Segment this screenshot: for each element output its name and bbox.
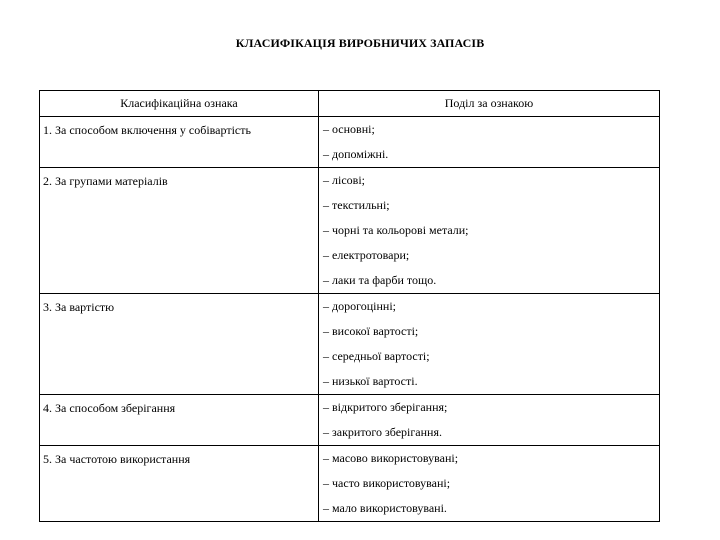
feature-label: 4. За способом зберігання [43, 401, 176, 415]
feature-label: 1. За способом включення у собівартість [43, 123, 251, 137]
division-item: – лісові; [323, 173, 365, 187]
division-item: – електротовари; [323, 248, 410, 262]
division-cell [319, 117, 660, 168]
division-item: – часто використовувані; [323, 476, 451, 490]
feature-cell [40, 294, 319, 395]
division-item: – високої вартості; [323, 324, 419, 338]
division-list [319, 168, 659, 293]
division-item: – допоміжні. [323, 147, 389, 161]
division-list [319, 446, 659, 521]
division-item: – основні; [323, 122, 375, 136]
division-item: – відкритого зберігання; [323, 400, 448, 414]
feature-label: 5. За частотою використання [43, 452, 191, 466]
division-item: – мало використовувані. [323, 501, 447, 515]
division-item: – низької вартості. [323, 374, 418, 388]
division-item: – текстильні; [323, 198, 390, 212]
table-row [40, 117, 660, 168]
division-item: – лаки та фарби тощо. [323, 273, 437, 287]
table-row [40, 294, 660, 395]
division-cell [319, 395, 660, 446]
division-cell [319, 168, 660, 294]
table-row [40, 446, 660, 522]
feature-cell [40, 117, 319, 168]
division-item: – масово використовувані; [323, 451, 459, 465]
feature-cell [40, 395, 319, 446]
feature-cell [40, 446, 319, 522]
division-item: – середньої вартості; [323, 349, 430, 363]
table-row [40, 168, 660, 294]
table-header-row [40, 91, 660, 117]
division-cell [319, 294, 660, 395]
document-title: КЛАСИФІКАЦІЯ ВИРОБНИЧИХ ЗАПАСІВ [235, 36, 485, 50]
feature-label: 2. За групами матеріалів [43, 174, 168, 188]
header-classification-feature: Класифікаційна ознака [40, 91, 319, 117]
division-item: – закритого зберігання. [323, 425, 442, 439]
division-list [319, 395, 659, 445]
classification-table [39, 90, 660, 522]
header-division-by-feature: Поділ за ознакою [319, 91, 660, 117]
table-row [40, 395, 660, 446]
feature-cell [40, 168, 319, 294]
division-list [319, 117, 659, 167]
division-item: – чорні та кольорові метали; [323, 223, 469, 237]
division-item: – дорогоцінні; [323, 299, 396, 313]
feature-label: 3. За вартістю [43, 300, 115, 314]
division-list [319, 294, 659, 394]
division-cell [319, 446, 660, 522]
